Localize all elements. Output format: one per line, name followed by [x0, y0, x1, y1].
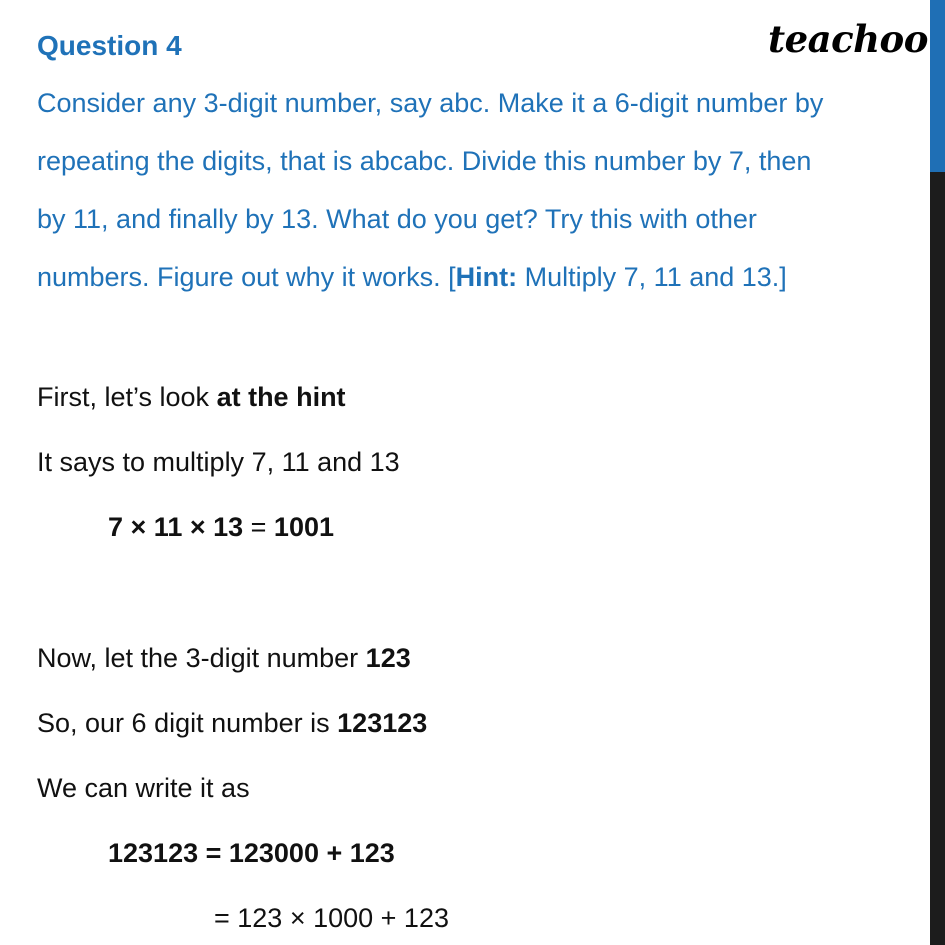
question-line-4 — [37, 260, 787, 294]
solution-line-choose-number — [37, 641, 411, 675]
hint-label: Hint: — [455, 262, 518, 292]
hint-text: Multiply 7, 11 and 13.] — [517, 262, 787, 292]
teachoo-logo: teachoo — [768, 17, 928, 61]
solution-line-six-digit — [37, 706, 427, 740]
right-edge-bar — [930, 0, 945, 945]
product-expression: 7 × 11 × 13 — [108, 512, 244, 542]
six-digit-value: 123123 — [337, 708, 428, 738]
solution-line-factor: = 123 × 1000 + 123 — [214, 903, 449, 933]
choose-number-text: Now, let the 3-digit number — [37, 643, 366, 673]
split-expression: 123123 = 123000 + 123 — [108, 838, 395, 868]
question-line-1: Consider any 3-digit number, say abc. Make it a 6-digit number by — [37, 88, 824, 118]
product-equals: = — [243, 512, 274, 542]
hint-intro-text: First, let’s look — [37, 382, 217, 412]
product-result: 1001 — [273, 512, 334, 542]
question-line-4-text: numbers. Figure out why it works. [ — [37, 262, 456, 292]
right-edge-accent — [930, 0, 945, 172]
choose-number-value: 123 — [365, 643, 411, 673]
solution-line-multiply: It says to multiply 7, 11 and 13 — [37, 447, 400, 477]
question-line-2: repeating the digits, that is abcabc. Divide this number by 7, then — [37, 146, 812, 176]
hint-intro-bold: at the hint — [216, 382, 346, 412]
six-digit-text: So, our 6 digit number is — [37, 708, 338, 738]
solution-line-write-as: We can write it as — [37, 773, 250, 803]
question-title: Question 4 — [37, 30, 182, 61]
solution-line-split — [108, 836, 395, 870]
solution-line-product — [108, 510, 334, 544]
question-line-3: by 11, and finally by 13. What do you get? Try this with other — [37, 204, 757, 234]
solution-line-hint-intro — [37, 380, 346, 414]
